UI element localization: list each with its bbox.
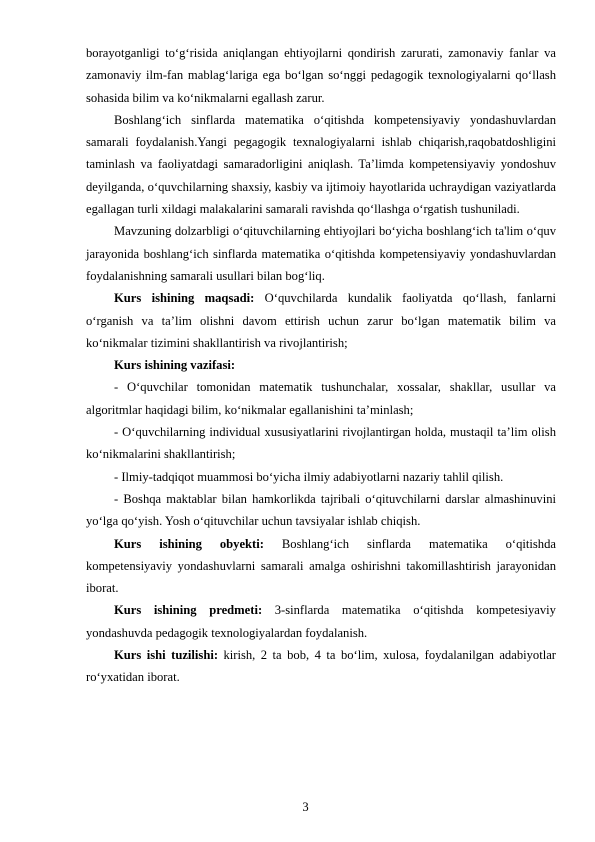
paragraph-topic-relevance: Mavzuning dolzarbligi o‘qituvchilarning ehtiyojlari bo‘yicha boshlang‘ich ta'lim o‘quv jarayonida boshlang‘ich sinflarda matematika o‘qitishda kompetensiyaviy yondashuvlardan foydalanishning samarali usullari bilan bog‘liq. [86,224,556,283]
object-label: Kurs ishining obyekti: [114,536,264,551]
paragraph-intro-continuation: borayotganligi to‘g‘risida aniqlangan ehtiyojlarni qondirish zarurati, zamonaviy fanlar va zamonaviy ilm-fan mablag‘lariga ega bo‘lgan so‘nggi pedagogik texnologiyalarni qo‘llash sohasida bilim va ko‘nikmalarni egallash zarur. [86,46,556,105]
list-item-task-4: - Boshqa maktablar bilan hamkorlikda tajribali o‘qituvchilarni darslar almashinuvini yo‘lga qo‘yish. Yosh o‘qituvchilar uchun tavsiyalar ishlab chiqish. [86,491,556,529]
tasks-label: Kurs ishining vazifasi: [114,358,236,373]
subject-text: 3-sinflarda matematika o‘qitishda kompetesiyaviy yondashuvda pedagogik texnologiyalardan foydalanish. [86,603,556,640]
paragraph-subject [86,599,556,644]
purpose-text: O‘quvchilarda kundalik faoliyatda qo‘llash, fanlarni o‘rganish va ta’lim olishni davom ettirish uchun zarur bo‘lgan matematik bilim va ko‘nikmalar tizimini shakllantirish va rivojlantirish; [86,291,557,350]
list-item-task-2: - O‘quvchilarning individual xususiyatlarini rivojlantirgan holda, mustaqil ta’lim olish ko‘nikmalarini shakllantirish; [86,425,556,462]
list-item-task-3: - Ilmiy-tadqiqot muammosi bo‘yicha ilmiy adabiyotlarni nazariy tahlil qilish. [114,469,504,484]
structure-label: Kurs ishi tuzilishi: [114,648,219,663]
list-item-task-1: - O‘quvchilar tomonidan matematik tushunchalar, xossalar, shakllar, usullar va algoritmlar haqidagi bilim, ko‘nikmalar egallanishini ta’minlash; [86,380,556,417]
structure-text: kirish, 2 ta bob, 4 ta bo‘lim, xulosa, foydalanilgan adabiyotlar ro‘yxatidan iborat. [86,648,556,685]
paragraph-competency-approach: Boshlang‘ich sinflarda matematika o‘qitishda kompetensiyaviy yondashuvlardan samarali foydalanish.Yangi pegagogik texnalogiyalarni ishlab chiqarish,raqobatdoshligini taminlash va faoliyatdagi samaradorligini aniqlash. Ta’limda kompetensiyaviy yondoshuv deyilganda, o‘quvchilarning shaxsiy, kasbiy va ijtimoiy hayotlarida uchraydigan vaziyatlarda egallagan turli xildagi malakalarini samarali ravishda qo‘llashga o‘rgatish tushuniladi. [86,112,556,217]
document-body [86,42,556,689]
object-text: Boshlang‘ich sinflarda matematika o‘qitishda kompetensiyaviy yondashuvlarni samarali amalga oshirishni takomillashtirish jarayonidan iborat. [86,536,556,596]
page-number: 3 [302,800,309,814]
paragraph-structure [86,644,556,689]
subject-label: Kurs ishining predmeti: [114,603,263,618]
purpose-label: Kurs ishining maqsadi: [114,291,255,306]
paragraph-purpose [86,287,556,354]
paragraph-tasks-heading [86,354,556,376]
paragraph-object [86,533,556,600]
